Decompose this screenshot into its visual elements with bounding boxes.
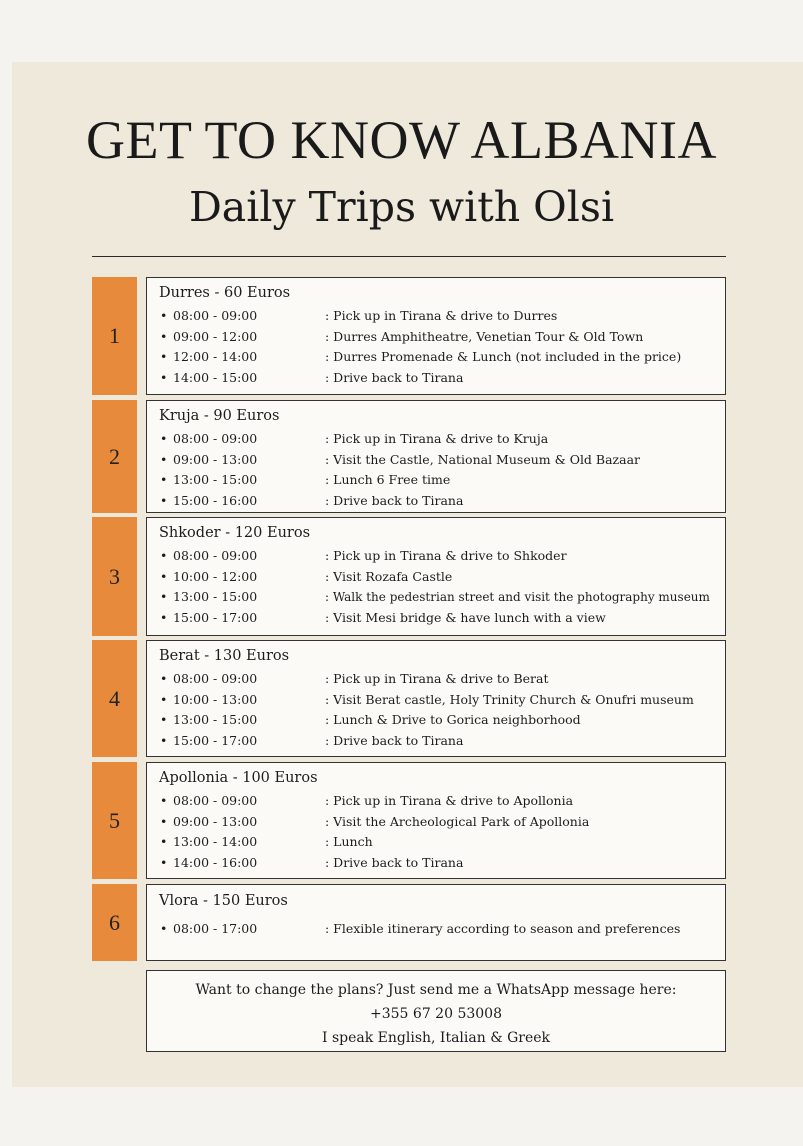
itinerary-description: : Visit the Archeological Park of Apollonia bbox=[325, 813, 590, 829]
bullet-icon: • bbox=[160, 328, 168, 344]
itinerary-time: 13:00 - 15:00 bbox=[173, 589, 258, 604]
bullet-icon: • bbox=[160, 921, 168, 936]
title-divider bbox=[92, 256, 726, 257]
itinerary-time: 12:00 - 14:00 bbox=[173, 349, 258, 364]
trip-number-badge: 5 bbox=[92, 762, 137, 879]
itinerary-row bbox=[159, 546, 725, 567]
itinerary-time: 09:00 - 13:00 bbox=[173, 813, 258, 829]
bullet-icon: • bbox=[160, 349, 168, 364]
trip-number-badge: 3 bbox=[92, 517, 137, 636]
itinerary-time: 10:00 - 13:00 bbox=[173, 691, 258, 707]
itinerary-row bbox=[159, 347, 725, 368]
itinerary-description: : Pick up in Tirana & drive to Shkoder bbox=[325, 548, 567, 563]
itinerary-description: : Drive back to Tirana bbox=[325, 369, 464, 385]
trip-title: Durres - 60 Euros bbox=[159, 285, 291, 301]
itinerary-description: : Durres Amphitheatre, Venetian Tour & Old Town bbox=[325, 328, 644, 344]
trip-title: Apollonia - 100 Euros bbox=[159, 770, 318, 786]
itinerary-row bbox=[159, 491, 725, 512]
trip-number-badge: 1 bbox=[92, 277, 137, 395]
bullet-icon: • bbox=[160, 691, 168, 707]
itinerary-row bbox=[159, 608, 725, 629]
itinerary-row bbox=[159, 470, 725, 491]
contact-languages: I speak English, Italian & Greek bbox=[321, 1030, 551, 1046]
itinerary-time: 08:00 - 09:00 bbox=[173, 793, 258, 808]
bullet-icon: • bbox=[160, 369, 168, 385]
trip-itinerary-box bbox=[146, 762, 726, 879]
itinerary-row bbox=[159, 587, 725, 608]
bullet-icon: • bbox=[160, 451, 168, 467]
bullet-icon: • bbox=[160, 854, 168, 870]
trip-title: Kruja - 90 Euros bbox=[159, 408, 280, 424]
itinerary-row bbox=[159, 306, 725, 327]
page-subtitle: Daily Trips with Olsi bbox=[188, 183, 615, 231]
itinerary-description: : Walk the pedestrian street and visit the photography museum bbox=[325, 590, 710, 604]
bullet-icon: • bbox=[160, 732, 168, 748]
itinerary-description: : Drive back to Tirana bbox=[325, 854, 464, 870]
itinerary-row bbox=[159, 690, 725, 711]
itinerary-description: : Lunch bbox=[325, 834, 373, 849]
itinerary-time: 13:00 - 15:00 bbox=[173, 712, 258, 727]
trip-6 bbox=[92, 884, 726, 961]
itinerary-time: 08:00 - 09:00 bbox=[173, 431, 258, 446]
itinerary-description: : Drive back to Tirana bbox=[325, 492, 464, 508]
trip-number-badge: 6 bbox=[92, 884, 137, 961]
bullet-icon: • bbox=[160, 492, 168, 508]
trip-title: Berat - 130 Euros bbox=[159, 648, 290, 664]
itinerary-row bbox=[159, 812, 725, 833]
itinerary-description: : Flexible itinerary according to season and preferences bbox=[325, 921, 681, 936]
itinerary-row bbox=[159, 567, 725, 588]
itinerary-description: : Pick up in Tirana & drive to Durres bbox=[325, 308, 558, 323]
bullet-icon: • bbox=[160, 472, 168, 487]
trip-itinerary-box bbox=[146, 517, 726, 636]
bullet-icon: • bbox=[160, 813, 168, 829]
trip-itinerary-box bbox=[146, 640, 726, 757]
trip-number-badge: 2 bbox=[92, 400, 137, 513]
itinerary-time: 09:00 - 12:00 bbox=[173, 328, 258, 344]
bullet-icon: • bbox=[160, 589, 168, 604]
itinerary-row bbox=[159, 832, 725, 853]
itinerary-description: : Pick up in Tirana & drive to Apollonia bbox=[325, 793, 574, 808]
trip-number-badge: 4 bbox=[92, 640, 137, 757]
bullet-icon: • bbox=[160, 834, 168, 849]
itinerary-time: 13:00 - 14:00 bbox=[173, 834, 258, 849]
bullet-icon: • bbox=[160, 712, 168, 727]
trip-1 bbox=[92, 277, 726, 395]
trip-title: Shkoder - 120 Euros bbox=[159, 525, 311, 541]
itinerary-time: 13:00 - 15:00 bbox=[173, 472, 258, 487]
bullet-icon: • bbox=[160, 609, 168, 625]
trip-2 bbox=[92, 400, 726, 513]
itinerary-description: : Visit Mesi bridge & have lunch with a view bbox=[325, 609, 606, 625]
itinerary-time: 14:00 - 15:00 bbox=[173, 369, 258, 385]
trip-itinerary-box bbox=[146, 277, 726, 395]
itinerary-time: 15:00 - 16:00 bbox=[173, 492, 258, 508]
itinerary-row bbox=[159, 919, 725, 940]
bullet-icon: • bbox=[160, 671, 168, 686]
contact-phone: +355 67 20 53008 bbox=[370, 1006, 502, 1022]
itinerary-time: 08:00 - 09:00 bbox=[173, 548, 258, 563]
itinerary-description: : Pick up in Tirana & drive to Berat bbox=[325, 671, 549, 686]
trip-itinerary-box bbox=[146, 400, 726, 513]
bullet-icon: • bbox=[160, 431, 168, 446]
trip-itinerary-box bbox=[146, 884, 726, 961]
itinerary-time: 08:00 - 17:00 bbox=[173, 921, 258, 936]
trip-title: Vlora - 150 Euros bbox=[159, 893, 288, 909]
itinerary-row bbox=[159, 669, 725, 690]
itinerary-row bbox=[159, 327, 725, 348]
itinerary-time: 08:00 - 09:00 bbox=[173, 308, 258, 323]
itinerary-description: : Visit Rozafa Castle bbox=[325, 568, 453, 584]
itinerary-row bbox=[159, 450, 725, 471]
itinerary-row bbox=[159, 853, 725, 874]
itinerary-description: : Drive back to Tirana bbox=[325, 732, 464, 748]
itinerary-row bbox=[159, 731, 725, 752]
itinerary-time: 08:00 - 09:00 bbox=[173, 671, 258, 686]
trip-5 bbox=[92, 762, 726, 879]
page-title: GET TO KNOW ALBANIA bbox=[85, 110, 717, 170]
itinerary-row bbox=[159, 429, 725, 450]
bullet-icon: • bbox=[160, 568, 168, 584]
itinerary-row bbox=[159, 710, 725, 731]
contact-message: Want to change the plans? Just send me a WhatsApp message here: bbox=[195, 982, 677, 998]
itinerary-description: : Visit Berat castle, Holy Trinity Church & Onufri museum bbox=[325, 691, 694, 707]
trip-3 bbox=[92, 517, 726, 636]
itinerary-row bbox=[159, 368, 725, 389]
bullet-icon: • bbox=[160, 793, 168, 808]
itinerary-time: 14:00 - 16:00 bbox=[173, 854, 258, 870]
itinerary-row bbox=[159, 791, 725, 812]
bullet-icon: • bbox=[160, 548, 168, 563]
itinerary-time: 09:00 - 13:00 bbox=[173, 451, 258, 467]
itinerary-time: 15:00 - 17:00 bbox=[173, 609, 258, 625]
bullet-icon: • bbox=[160, 308, 168, 323]
contact-box bbox=[146, 970, 726, 1052]
trip-4 bbox=[92, 640, 726, 757]
itinerary-time: 10:00 - 12:00 bbox=[173, 568, 258, 584]
itinerary-description: : Visit the Castle, National Museum & Old Bazaar bbox=[325, 451, 641, 467]
itinerary-description: : Pick up in Tirana & drive to Kruja bbox=[325, 431, 549, 446]
itinerary-description: : Lunch 6 Free time bbox=[325, 472, 451, 487]
itinerary-time: 15:00 - 17:00 bbox=[173, 732, 258, 748]
itinerary-description: : Lunch & Drive to Gorica neighborhood bbox=[325, 712, 581, 727]
itinerary-description: : Durres Promenade & Lunch (not included in the price) bbox=[325, 349, 682, 364]
